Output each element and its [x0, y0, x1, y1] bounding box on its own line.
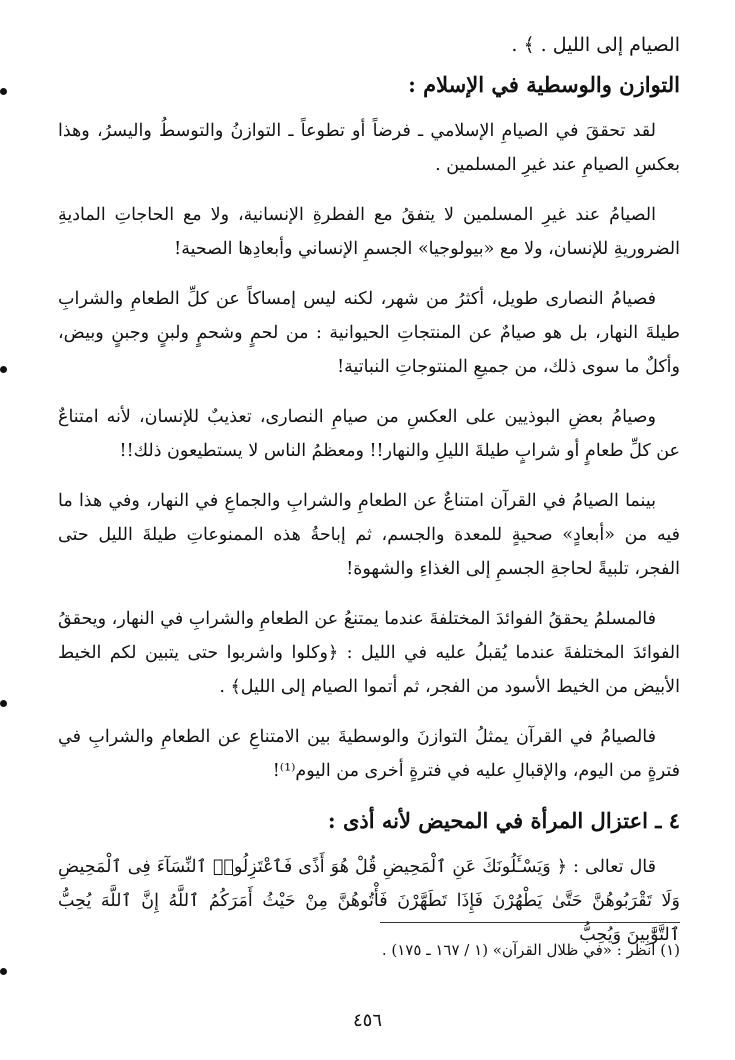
- quran-verse-paragraph: قال تعالى : ﴿ وَيَسْـَٔلُونَكَ عَنِ ٱلْمَحِيضِ قُلْ هُوَ أَذًى فَٱعْتَزِلُوا۟ ٱلنِّسَآءَ فِى ٱلْمَحِيضِ وَلَا تَقْرَبُوهُنَّ حَتَّىٰ يَطْهُرْنَ فَإِذَا تَطَهَّرْنَ فَأْتُوهُنَّ مِنْ حَيْثُ أَمَرَكُمُ ٱللَّهُ إِنَّ ٱللَّهَ يُحِبُّ ٱلتَّوَّٰبِينَ وَيُحِبُّ: [58, 857, 680, 945]
- section-heading: ٤ ـ اعتزال المرأة في المحيض لأنه أذى :: [327, 808, 680, 833]
- footnote: (١) انظر : «في ظلال القرآن» (١ / ١٦٧ ـ ١٧٥) .: [381, 941, 680, 959]
- margin-mark: [0, 700, 7, 707]
- page-body: [58, 28, 680, 952]
- margin-mark: [0, 88, 7, 95]
- paragraph: الصيامُ عند غيرِ المسلمين لا يتفقُ مع الفطرةِ الإنسانية، ولا مع الحاجاتِ الماديةِ الضروريةِ للإنسان، ولا مع «بيولوجيا» الجسمِ الإنساني وأبعادِها الصحية!: [58, 205, 680, 259]
- paragraph: بينما الصيامُ في القرآن امتناعٌ عن الطعامِ والشرابِ والجماعِ في النهار، وفي هذا ما فيه من «أبعادٍ» صحيةٍ للمعدة والجسم، ثم إباحةُ هذه الممنوعاتِ طيلةَ الليل حتى الفجر، تلبيةً لحاجةِ الجسمِ إلى الغذاءِ والشهوة!: [58, 491, 680, 579]
- paragraph: فالصيامُ في القرآن يمثلُ التوازنَ والوسطيةَ بين الامتناعِ عن الطعامِ والشرابِ في فترةٍ من اليوم، والإقبالِ عليه في فترةٍ أخرى من اليوم⁽¹⁾!: [58, 727, 680, 781]
- paragraph: وصيامُ بعضِ البوذيين على العكسِ من صيامِ النصارى، تعذيبٌ للإنسان، لأنه امتناعٌ عن كلِّ طعامٍ أو شرابٍ طيلةَ الليلِ والنهار!! ومعظمُ الناس لا يستطيعون ذلك!!: [58, 407, 680, 461]
- page-number: ٤٥٦: [352, 1010, 382, 1031]
- margin-mark: [0, 968, 7, 975]
- paragraph: لقد تحققَ في الصيامِ الإسلامي ـ فرضاً أو تطوعاً ـ التوازنُ والتوسطُ واليسرُ، وهذا بعكسِ الصيامِ عند غيرِ المسلمين .: [58, 121, 680, 175]
- section-heading: التوازن والوسطية في الإسلام :: [408, 72, 680, 97]
- continued-quote-line: الصيام إلى الليل . ﴾ .: [511, 34, 680, 56]
- margin-mark: [0, 366, 7, 373]
- paragraph: فالمسلمُ يحققُ الفوائدَ المختلفةَ عندما يمتنعُ عن الطعامِ والشرابِ في النهار، ويحققُ الفوائدَ المختلفةَ عندما يُقبلُ عليه في الليل : ﴿وكلوا واشربوا حتى يتبين لكم الخيط الأبيض من الخيط الأسود من الفجر، ثم أتموا الصيام إلى الليل﴾ .: [58, 609, 680, 697]
- footnote-divider: [380, 922, 680, 923]
- paragraph: فصيامُ النصارى طويل، أكثرُ من شهر، لكنه ليس إمساكاً عن كلِّ الطعامِ والشرابِ طيلةَ النهار، بل هو صيامٌ عن المنتجاتِ الحيوانية : من لحمٍ وشحمٍ ولبنٍ وجبنٍ وبيض، وأكلٌ ما سوى ذلك، من جميعِ المنتوجاتِ النباتية!: [58, 289, 680, 377]
